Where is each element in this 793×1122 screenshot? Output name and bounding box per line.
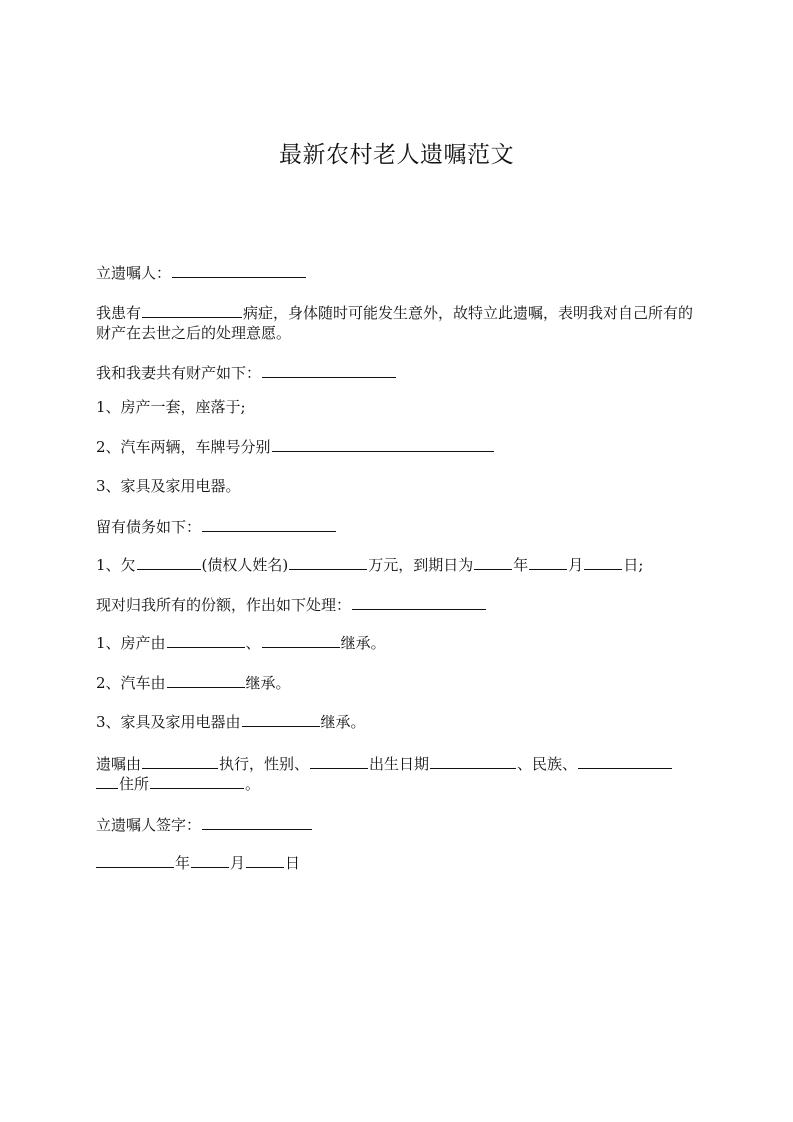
debt-owe-label: 1、欠 [96,556,136,574]
gender-label: 执行，性别、 [219,755,310,773]
signature-line [96,814,313,835]
house-heir-blank-2[interactable] [262,632,340,648]
due-year-blank[interactable] [474,554,512,570]
inherit-label: 继承。 [340,634,386,652]
illness-pre: 我患有 [96,304,142,322]
debt-item-1 [96,554,643,575]
house-heir-blank-1[interactable] [167,632,245,648]
testator-name-blank[interactable] [172,262,306,278]
property-item-1: 1、房产一套，座落于; [96,398,246,416]
joint-property-label: 我和我妻共有财产如下： [96,364,262,382]
sign-month-label: 月 [230,854,246,872]
executor-blank[interactable] [142,753,218,769]
furniture-heir-label: 3、家具及家用电器由 [96,713,241,731]
creditor-label: (债权人姓名) [201,556,289,574]
plate-number-blank[interactable] [272,436,494,452]
ethnicity-blank[interactable] [578,753,672,769]
due-month-blank[interactable] [529,554,567,570]
ethnicity-label: 、民族、 [517,755,578,773]
car-heir-label: 2、汽车由 [96,674,166,692]
residence-label: 住所 [119,775,150,793]
birthdate-blank[interactable] [430,753,516,769]
due-date-label: 万元，到期日为 [368,556,474,574]
disposal-item-3 [96,711,366,732]
disposal-item-2 [96,672,291,693]
day-label: 日; [623,556,644,574]
due-day-blank[interactable] [584,554,622,570]
illness-post: 病症，身体随时可能发生意外，故特立此遗嘱，表明我对自己所有的财产在去世之后的处理意愿。 [96,304,694,342]
property-item-2-label: 2、汽车两辆，车牌号分别 [96,438,271,456]
ethnicity-blank-cont[interactable] [96,773,118,789]
testator-line [96,262,307,283]
document-title: 最新农村老人遗嘱范文 [279,142,514,168]
illness-paragraph [96,302,698,343]
executor-line-2 [96,773,260,794]
sign-day-blank[interactable] [246,852,284,868]
amount-blank[interactable] [289,554,367,570]
sign-year-label: 年 [175,854,191,872]
disposal-item-1 [96,632,386,653]
separator: 、 [245,634,261,652]
property-item-2 [96,436,495,457]
property-item-3: 3、家具及家用电器。 [96,477,241,495]
sign-year-blank[interactable] [96,852,174,868]
signature-label: 立遗嘱人签字： [96,816,202,834]
birthdate-label: 出生日期 [369,755,430,773]
house-heir-label: 1、房产由 [96,634,166,652]
period: 。 [245,775,261,793]
debts-line [96,516,337,537]
furniture-heir-blank[interactable] [242,711,320,727]
disposal-blank[interactable] [352,594,486,610]
month-label: 月 [568,556,584,574]
inherit-label: 继承。 [245,674,291,692]
signature-blank[interactable] [202,814,312,830]
joint-property-line [96,362,397,383]
debts-blank[interactable] [202,516,336,532]
executor-line-1 [96,753,673,774]
disposal-line [96,594,487,615]
car-heir-blank[interactable] [167,672,245,688]
illness-blank[interactable] [142,302,242,318]
testator-label: 立遗嘱人： [96,264,172,282]
sign-day-label: 日 [285,854,301,872]
residence-blank[interactable] [150,773,244,789]
inherit-label: 继承。 [320,713,366,731]
date-line [96,852,300,873]
sign-month-blank[interactable] [191,852,229,868]
joint-property-blank[interactable] [262,362,396,378]
gender-blank[interactable] [310,753,368,769]
year-label: 年 [513,556,529,574]
creditor-blank[interactable] [137,554,201,570]
disposal-label: 现对归我所有的份额，作出如下处理： [96,596,352,614]
executor-label: 遗嘱由 [96,755,142,773]
debts-label: 留有债务如下： [96,518,202,536]
